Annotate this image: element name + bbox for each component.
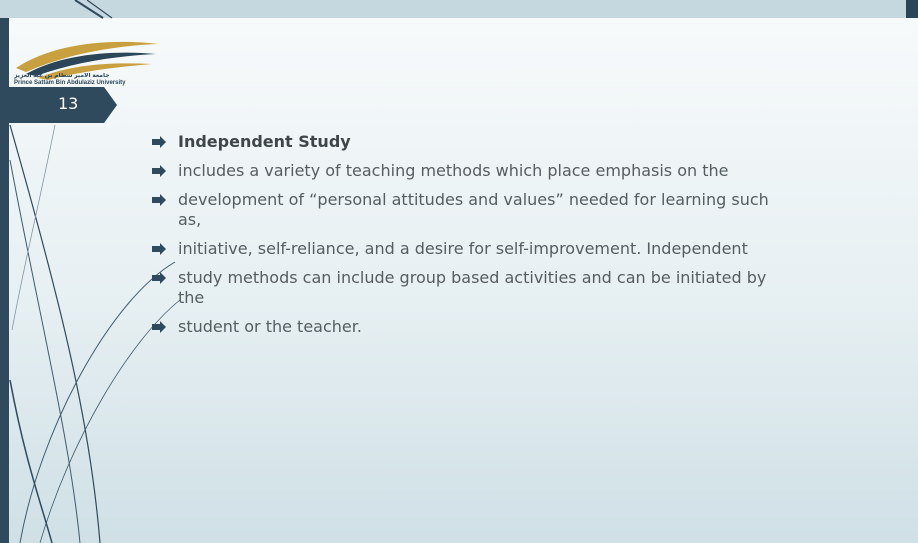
slide-number: 13 bbox=[58, 94, 79, 113]
bullet-item bbox=[152, 161, 792, 181]
bullet-item bbox=[152, 239, 792, 259]
bullet-text: student or the teacher. bbox=[178, 317, 362, 336]
left-accent-bar bbox=[0, 18, 9, 543]
bullet-item bbox=[152, 190, 792, 230]
arrow-bullet-icon bbox=[152, 243, 166, 255]
arrow-bullet-icon bbox=[152, 194, 166, 206]
bullet-list bbox=[152, 132, 792, 346]
bullet-item bbox=[152, 268, 792, 308]
university-name-english: Prince Sattam Bin Abdulaziz University bbox=[14, 80, 126, 86]
bullet-text: Independent Study bbox=[178, 132, 351, 151]
arrow-bullet-icon bbox=[152, 272, 166, 284]
arrow-bullet-icon bbox=[152, 165, 166, 177]
top-band-accent bbox=[906, 0, 918, 18]
bullet-text: study methods can include group based activities and can be initiated by the bbox=[178, 268, 767, 307]
university-name-arabic: جامعة الأمير سطام بن عبد العزيز bbox=[14, 73, 110, 79]
bullet-item bbox=[152, 317, 792, 337]
bullet-item bbox=[152, 132, 792, 152]
university-name bbox=[14, 73, 164, 87]
bullet-text: initiative, self-reliance, and a desire for self-improvement. Independent bbox=[178, 239, 748, 258]
top-band bbox=[0, 0, 918, 18]
bullet-text: development of “personal attitudes and values” needed for learning such as, bbox=[178, 190, 769, 229]
arrow-bullet-icon bbox=[152, 136, 166, 148]
arrow-bullet-icon bbox=[152, 321, 166, 333]
bullet-text: includes a variety of teaching methods which place emphasis on the bbox=[178, 161, 729, 180]
